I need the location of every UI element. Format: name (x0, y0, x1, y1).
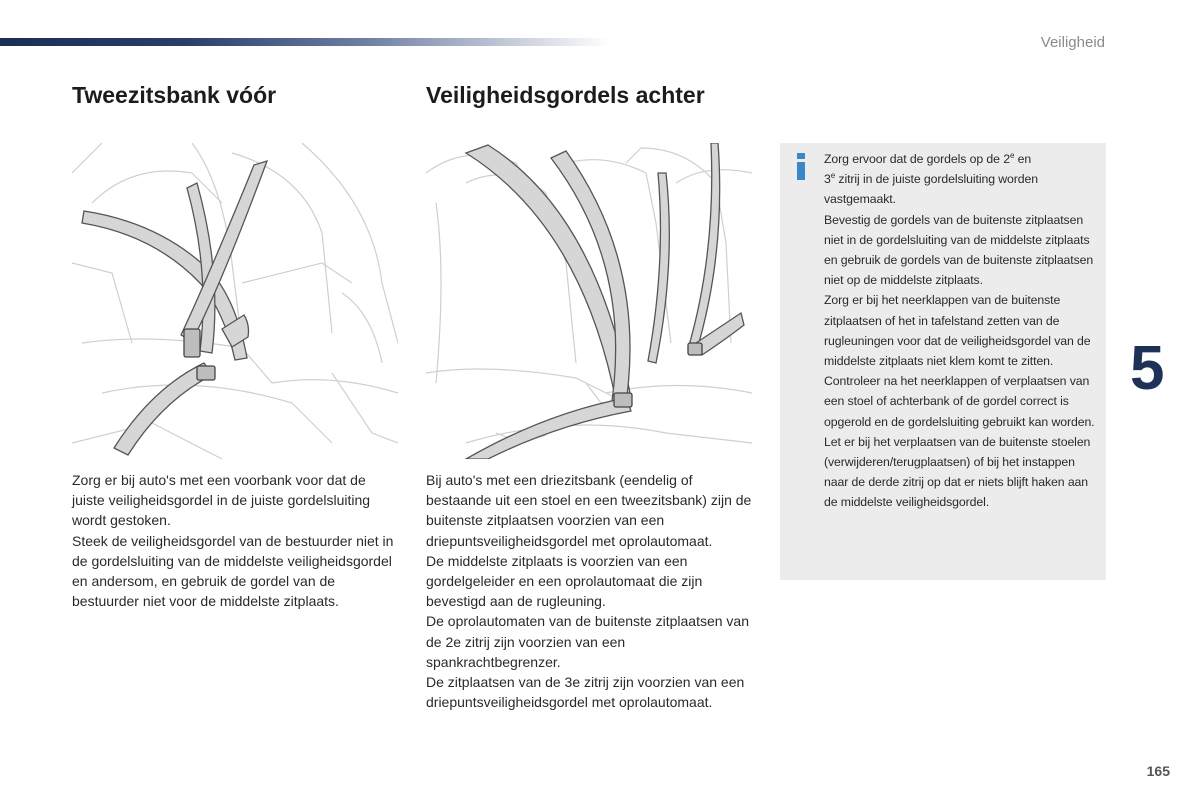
paragraph: De zitplaatsen van de 3e zitrij zijn voorzien van een driepuntsveiligheidsgordel met oprolautomaat. (426, 674, 745, 711)
front-bench-belt-illustration (72, 143, 398, 459)
paragraph: Steek de veiligheidsgordel van de bestuurder niet in de gordelsluiting van de middelste veiligheidsgordel en andersom, en gebruik de gordel van de bestuurder niet voor de middelste zitplaats. (72, 532, 394, 610)
header-gradient-bar (0, 38, 610, 46)
info-box (780, 143, 1106, 580)
paragraph: De middelste zitplaats is voorzien van een gordelgeleider en een oprolautomaat die zijn bevestigd aan de rugleuning. (426, 552, 703, 610)
paragraph: De oprolautomaten van de buitenste zitplaatsen van de 2e zitrij zijn voorzien van een spankrachtbegrenzer. (426, 613, 749, 670)
info-paragraph: Zorg ervoor dat de gordels op de 2e en 3e zitrij in de juiste gordelsluiting worden vastgemaakt. (824, 150, 1039, 207)
info-paragraph: Let er bij het verplaatsen van de buitenste stoelen (verwijderen/terugplaatsen) of bij het instappen naar de derde zitrij op dat er niets blijft haken aan de middelste veiligheidsgordel. (824, 434, 1091, 510)
front-bench-text (72, 470, 402, 611)
rear-belts-text (426, 470, 756, 712)
section-label: Veiligheid (1040, 34, 1105, 51)
info-icon (795, 151, 807, 179)
section-title-rear-belts: Veiligheidsgordels achter (426, 82, 705, 108)
rear-seats-belt-illustration (426, 143, 752, 459)
info-paragraph: Zorg er bij het neerklappen van de buitenste zitplaatsen of het in tafelstand zetten van de rugleuningen voor dat de veiligheidsgordel van de middelste zitplaats niet klem komt te zitten. (824, 293, 1091, 369)
page-number: 165 (1146, 763, 1170, 779)
paragraph: Zorg er bij auto's met een voorbank voor dat de juiste veiligheidsgordel in de juiste gordelsluiting wordt gestoken. (72, 472, 371, 529)
info-paragraph: Controleer na het neerklappen of verplaatsen van een stoel of achterbank of de gordel correct is opgerold en de gordelsluiting gebruikt kan worden. (824, 374, 1095, 429)
chapter-number: 5 (1130, 334, 1165, 403)
paragraph: Bij auto's met een driezitsbank (eendelig of bestaande uit een stoel en een tweezitsbank) zijn de buitenste zitplaatsen voorzien van een driepuntsveiligheidsgordel met oprolautomaat. (426, 472, 752, 549)
info-paragraph: Bevestig de gordels van de buitenste zitplaatsen niet in de gordelsluiting van de middelste zitplaats en gebruik de gordels van de buitenste zitplaatsen niet op de middelste zitplaats. (824, 212, 1094, 288)
info-text (824, 149, 1102, 513)
section-title-front-bench: Tweezitsbank vóór (72, 82, 277, 108)
